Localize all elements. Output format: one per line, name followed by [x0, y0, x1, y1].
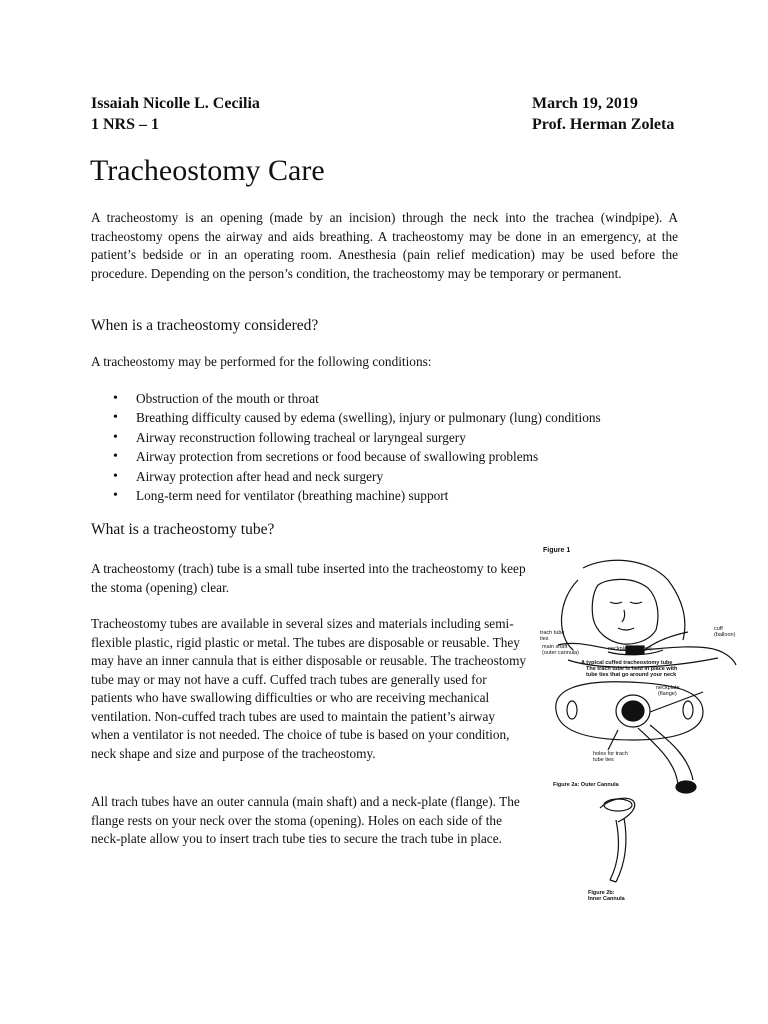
label-trach-tube-ties: trach tube	[540, 630, 565, 636]
inner-cannula-illustration	[600, 798, 635, 882]
section-heading-when: When is a tracheostomy considered?	[91, 317, 319, 334]
fig1-caption-1: A typical cuffed tracheostomy tube	[581, 660, 673, 666]
outer-cannula-illustration	[556, 682, 703, 793]
date: March 19, 2019	[532, 95, 638, 112]
tube-paragraph-2: Tracheostomy tubes are available in several sizes and materials including semi-flexible plastic, rigid plastic or metal. The tubes are disposable or reusable. They may have an inner cannula that is either disposable or reusable. The tracheostomy tube may or may not have a cuff. Cuffed trach tubes are generally used for patients who have swallowing difficulties or who are receiving mechanical ventilation. Non-cuffed trach tubes are used to maintain the patient’s airway when a ventilator is not needed. The choice of tube is based on your condition, neck shape and size and purpose of the tracheostomy.	[91, 616, 527, 761]
tracheostomy-figure	[538, 540, 738, 910]
label-neckplate: neckplate (flange)	[608, 646, 652, 652]
page-title: Tracheostomy Care	[90, 154, 325, 187]
label-main-shaft: main shaft	[542, 644, 568, 650]
label-main-shaft-2: (outer cannula)	[542, 650, 579, 656]
label-holes-2: tube ties	[593, 757, 614, 763]
label-neckplate-2b: (flange)	[658, 691, 677, 697]
label-neckplate-2: neckplate	[656, 685, 680, 691]
list-item: • Long-term need for ventilator (breathing machine) support	[91, 486, 601, 505]
list-item: • Airway protection after head and neck surgery	[91, 467, 601, 486]
fig1-caption-2: The trach tube is held in place with	[586, 666, 678, 672]
label-trach-tube-ties-2: ties	[540, 636, 549, 642]
label-holes: holes for trach	[593, 751, 628, 757]
author-block	[91, 93, 260, 135]
author-name: Issaiah Nicolle L. Cecilia	[91, 95, 260, 112]
class-section: 1 NRS – 1	[91, 116, 160, 133]
conditions-lead: A tracheostomy may be performed for the following conditions:	[91, 354, 432, 369]
tube-paragraph-1: A tracheostomy (trach) tube is a small tube inserted into the tracheostomy to keep the stoma (opening) clear.	[91, 561, 526, 595]
list-item: • Breathing difficulty caused by edema (swelling), injury or pulmonary (lung) conditions	[91, 408, 601, 427]
intro-paragraph: A tracheostomy is an opening (made by an incision) through the neck into the trachea (windpipe). A tracheostomy opens the airway and aids breathing. A tracheostomy may be done in an emergency, at the patient’s bedside or in an operating room. Anesthesia (pain relief medication) may be used before the procedure. Depending on the person’s condition, the tracheostomy may be temporary or permanent.	[91, 210, 678, 281]
section-heading-tube: What is a tracheostomy tube?	[91, 521, 275, 538]
fig2b-caption-2: Inner Cannula	[588, 896, 625, 902]
fig1-caption-3: tube ties that go around your neck	[586, 672, 677, 678]
label-cuff-2: (balloon)	[714, 632, 736, 638]
figure1-title: Figure 1	[543, 547, 571, 554]
tube-paragraph-3: All trach tubes have an outer cannula (main shaft) and a neck-plate (flange). The flange rests on your neck over the stoma (opening). Holes on each side of the neck-plate allow you to insert trach tube ties to secure the trach tube in place.	[91, 794, 520, 846]
list-item: • Airway reconstruction following tracheal or laryngeal surgery	[91, 428, 601, 447]
date-block	[532, 93, 674, 135]
professor: Prof. Herman Zoleta	[532, 116, 675, 133]
label-cuff: cuff	[714, 626, 723, 632]
fig2b-caption: Figure 2b:	[588, 890, 615, 896]
conditions-list	[91, 389, 601, 505]
list-item: • Obstruction of the mouth or throat	[91, 389, 601, 408]
fig2a-caption: Figure 2a: Outer Cannula	[553, 782, 619, 788]
list-item: • Airway protection from secretions or food because of swallowing problems	[91, 447, 601, 466]
